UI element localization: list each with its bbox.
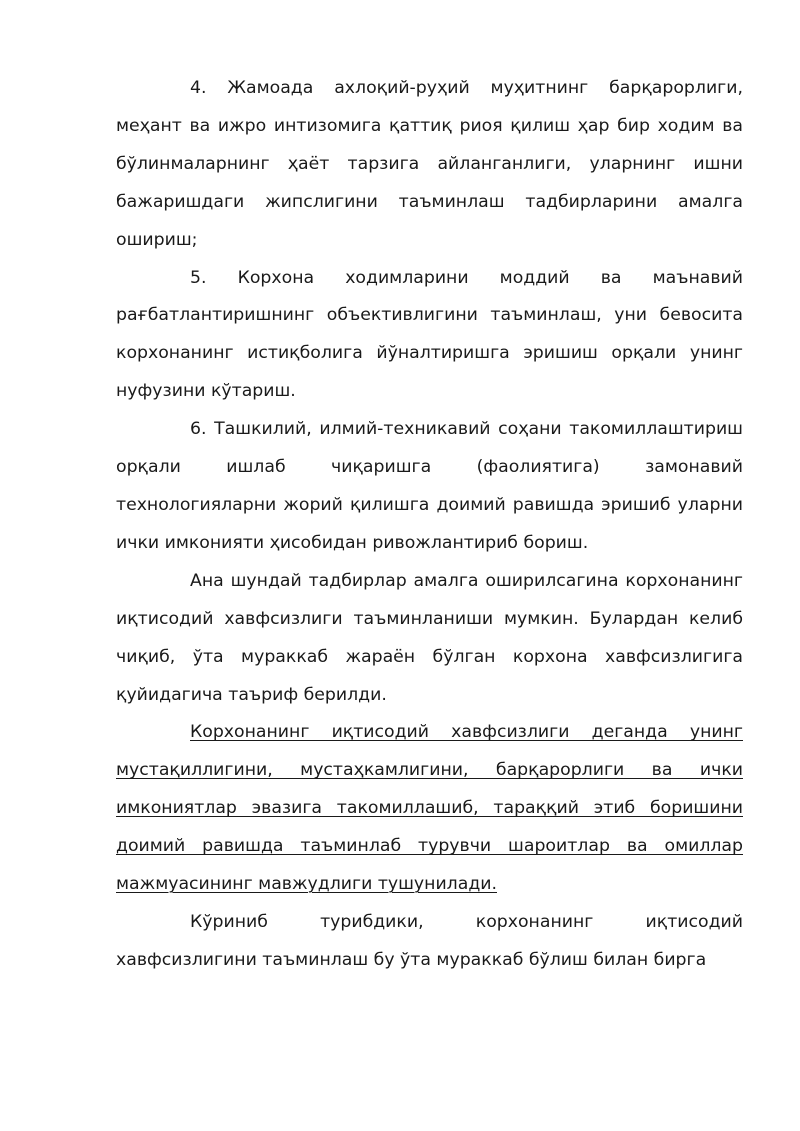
document-page xyxy=(116,70,743,980)
paragraph-item-5: 5. Корхона ходимларини моддий ва маънавий рағбатлантиришнинг объективлигини таъминлаш, уни бевосита корхонанинг истиқболига йўналтиришга эришиш орқали унинг нуфузини кўтариш. xyxy=(116,267,743,402)
paragraph-continuation: Кўриниб турибдики, корхонанинг иқтисодий хавфсизлигини таъминлаш бу ўта мураккаб бўлиш билан бирга xyxy=(116,911,743,970)
paragraph-item-6: 6. Ташкилий, илмий-техникавий соҳани такомиллаштириш орқали ишлаб чиқаришга (фаолиятига) замонавий технологияларни жорий қилишга доимий равишда эришиб уларни ички имконияти ҳисобидан ривожлантириб бориш. xyxy=(116,419,743,553)
paragraph-item-4: 4. Жамоада ахлоқий-руҳий муҳитнинг барқарорлиги, меҳант ва ижро интизомига қаттиқ риоя қилиш ҳар бир ходим ва бўлинмаларнинг ҳаёт тарзига айланганлиги, уларнинг ишни бажаришдаги жипслигини таъминлаш тадбирларини амалга ошириш; xyxy=(116,78,743,250)
paragraph-definition: Корхонанинг иқтисодий хавфсизлиги деганда унинг мустақиллигини, мустаҳкамлигини, барқарорлиги ва ички имкониятлар эвазига такомиллашиб, тараққий этиб боришини доимий равишда таъминлаб турувчи шароитлар ва омиллар мажмуасининг мавжудлиги тушунилади. xyxy=(116,722,743,895)
paragraph-conclusion: Ана шундай тадбирлар амалга оширилсагина корхонанинг иқтисодий хавфсизлиги таъминланиши мумкин. Булардан келиб чиқиб, ўта мураккаб жараён бўлган корхона хавфсизлигига қуйидагича таъриф берилди. xyxy=(116,570,743,705)
